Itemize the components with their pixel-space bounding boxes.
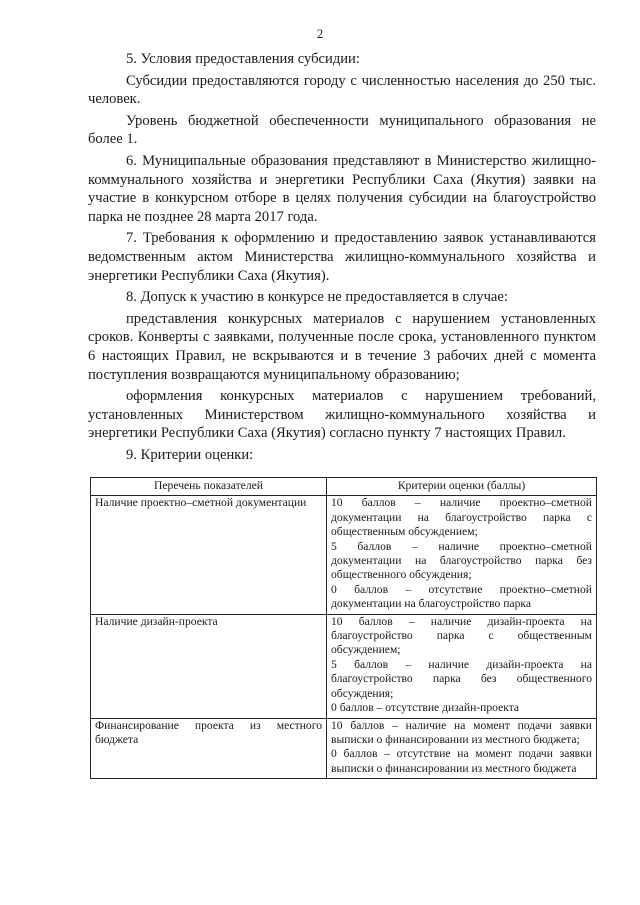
paragraph-requirements-violation: оформления конкурсных материалов с нарушением требований, установленных Министерством жилищно-коммунального хозяйства и энергетики Республики Саха (Якутия) согласно пункту 7 настоящих Правил. [88, 388, 596, 442]
criteria-item: 10 баллов – наличие на момент подачи заявки выписки о финансировании из местного бюджета; [331, 718, 592, 746]
criteria-item: 0 баллов – отсутствие дизайн-проекта [331, 701, 520, 715]
criteria-item: 0 баллов – отсутствие на момент подачи заявки выписки о финансировании из местного бюджета [331, 747, 592, 775]
criteria-item: 10 баллов – наличие дизайн-проекта на благоустройство парка с общественным обсуждением; [331, 614, 592, 657]
column-header-indicators: Перечень показателей [91, 478, 327, 496]
section-8-heading: 8. Допуск к участию в конкурсе не предоставляется в случае: [126, 289, 508, 306]
criteria-item: 5 баллов – наличие дизайн-проекта на благоустройство парка без общественного обсуждения; [331, 657, 592, 700]
criteria-item: 5 баллов – наличие проектно–сметной документации на благоустройство парка без общественного обсуждения; [331, 539, 592, 582]
indicator-cell: Наличие дизайн-проекта [91, 614, 327, 718]
criteria-cell [327, 496, 597, 614]
table-row [91, 718, 597, 779]
table-row [91, 496, 597, 614]
section-6-paragraph: 6. Муниципальные образования представляют в Министерство жилищно-коммунального хозяйства и энергетики Республики Саха (Якутия) заявки на участие в конкурсном отборе в целях получения субсидии на благоустройство парка не позднее 28 марта 2017 года. [88, 152, 596, 225]
criteria-table [90, 477, 597, 779]
table-row [91, 614, 597, 718]
section-7-paragraph: 7. Требования к оформлению и предоставлению заявок устанавливаются ведомственным актом Министерства жилищно-коммунального хозяйства и энергетики Республики Саха (Якутия). [88, 230, 596, 284]
paragraph-population: Субсидии предоставляются городу с численностью населения до 250 тыс. человек. [88, 72, 596, 108]
paragraph-deadline-violation: представления конкурсных материалов с нарушением установленных сроков. Конверты с заявками, полученные после срока, установленного пунктом 6 настоящих Правил, не вскрываются и в течение 3 рабочих дней с момента поступления возвращаются муниципальному образованию; [88, 310, 596, 383]
table-header-row [91, 478, 597, 496]
criteria-item: 0 баллов – отсутствие проектно–сметной документации на благоустройство парка [331, 582, 592, 611]
indicator-cell: Наличие проектно–сметной документации [91, 496, 327, 614]
paragraph-budget-level: Уровень бюджетной обеспеченности муниципального образования не более 1. [88, 112, 596, 148]
criteria-cell [327, 718, 597, 779]
indicator-cell: Финансирование проекта из местного бюджета [91, 718, 327, 779]
criteria-cell [327, 614, 597, 718]
criteria-item: 10 баллов – наличие проектно–сметной документации на благоустройство парка с общественным обсуждением; [331, 496, 592, 539]
column-header-criteria: Критерии оценки (баллы) [327, 478, 597, 496]
section-9-heading: 9. Критерии оценки: [126, 446, 254, 463]
section-5-heading: 5. Условия предоставления субсидии: [126, 51, 360, 67]
document-body [88, 50, 596, 464]
page-number: 2 [316, 26, 324, 41]
